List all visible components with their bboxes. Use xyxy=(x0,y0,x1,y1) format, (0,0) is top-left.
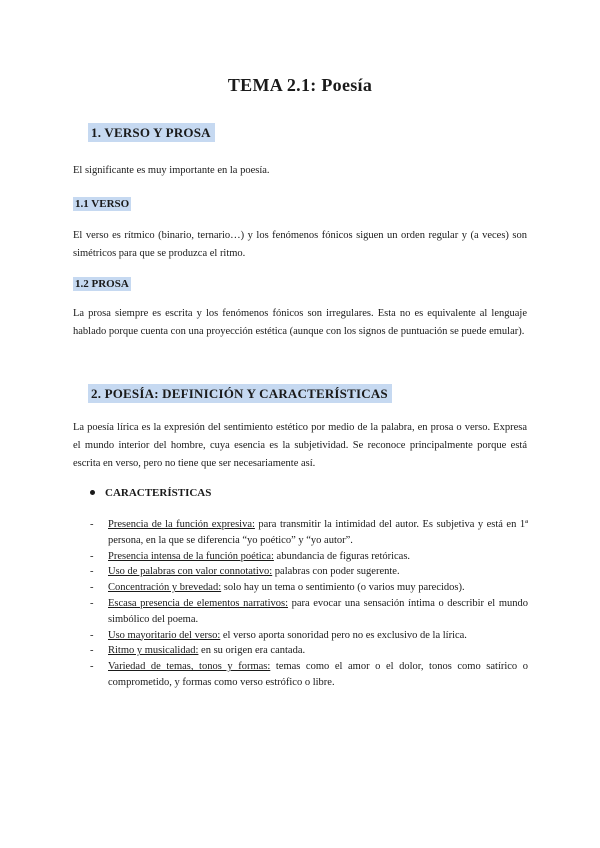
item-desc: palabras con poder sugerente. xyxy=(272,566,400,578)
characteristics-list xyxy=(90,517,528,691)
section-1-heading: 1. VERSO Y PROSA xyxy=(88,123,215,142)
characteristics-bullet xyxy=(90,487,211,499)
subsection-verso-heading-wrap xyxy=(73,194,131,212)
section-2-intro: La poesía lírica es la expresión del sentimiento estético por medio de la palabra, en prosa o verso. Expresa el mundo interior del hombre, cuya esencia es la subjetividad. Se reconoce principalmente porque está escrita en verso, pero no tiene que ser necesariamente así. xyxy=(73,422,527,469)
section-2-heading-wrap xyxy=(88,385,392,403)
list-item xyxy=(90,549,528,565)
item-term: Ritmo y musicalidad: xyxy=(108,645,199,657)
section-1-intro: El significante es muy importante en la poesía. xyxy=(73,165,270,176)
item-desc: para transmitir la intimidad del autor. Es subjetiva y está en 1ª persona, en la que se diferencia “yo poético” y “yo autor”. xyxy=(108,519,528,546)
dash-4: - xyxy=(90,597,94,609)
item-term: Escasa presencia de elementos narrativos: xyxy=(108,597,288,609)
page-title: TEMA 2.1: Poesía xyxy=(227,75,373,95)
dash-6: - xyxy=(90,645,94,657)
item-desc: para evocar una sensación íntima o describir el mundo simbólico del poema. xyxy=(108,597,528,625)
dash-7: - xyxy=(90,661,94,673)
item-term: Presencia de la función expresiva: xyxy=(108,519,255,530)
list-item xyxy=(90,580,528,596)
characteristics-label: CARACTERÍSTICAS xyxy=(105,487,212,499)
item-desc: temas como el amor o el dolor, tonos como satírico o comprometido, y formas como verso estrófico o libre. xyxy=(108,661,529,688)
list-item xyxy=(90,643,528,659)
item-term: Uso mayoritario del verso: xyxy=(108,629,221,641)
item-term: Presencia intensa de la función poética: xyxy=(108,550,274,562)
subsection-prosa-heading: 1.2 PROSA xyxy=(75,278,129,290)
section-1-heading-wrap xyxy=(88,124,215,142)
dash-5: - xyxy=(90,629,94,641)
list-item xyxy=(90,596,528,628)
subsection-verso-text: El verso es rítmico (binario, ternario…) y los fenómenos fónicos siguen un orden regular y (a veces) son simétricos para que se produzca el ritmo. xyxy=(73,230,527,259)
item-desc: solo hay un tema o sentimiento (o varios muy parecidos). xyxy=(221,582,465,594)
item-term: Concentración y brevedad: xyxy=(108,582,222,594)
bullet-dot-icon xyxy=(90,490,95,495)
item-desc: abundancia de figuras retóricas. xyxy=(273,550,411,562)
item-desc: el verso aporta sonoridad pero no es exclusivo de la lírica. xyxy=(220,629,467,641)
section-2-heading: 2. POESÍA: DEFINICIÓN Y CARACTERÍSTICAS xyxy=(88,384,392,403)
subsection-prosa-heading-wrap xyxy=(73,274,131,292)
subsection-verso-heading: 1.1 VERSO xyxy=(75,198,130,210)
dash-1: - xyxy=(90,550,94,562)
item-term: Variedad de temas, tonos y formas: xyxy=(108,661,271,673)
list-item xyxy=(90,564,528,580)
list-item xyxy=(90,659,528,691)
dash-0: - xyxy=(90,519,94,530)
dash-2: - xyxy=(90,566,94,578)
list-item xyxy=(90,628,528,644)
list-item xyxy=(90,517,528,549)
subsection-prosa-text: La prosa siempre es escrita y los fenómenos fónicos son irregulares. Esta no es equivalente al lenguaje hablado porque cuenta con una proyección estética (aunque con los signos de puntuación se puede emular). xyxy=(73,308,527,337)
item-desc: en su origen era cantada. xyxy=(198,645,306,657)
item-term: Uso de palabras con valor connotativo: xyxy=(108,566,273,578)
dash-3: - xyxy=(90,582,94,594)
